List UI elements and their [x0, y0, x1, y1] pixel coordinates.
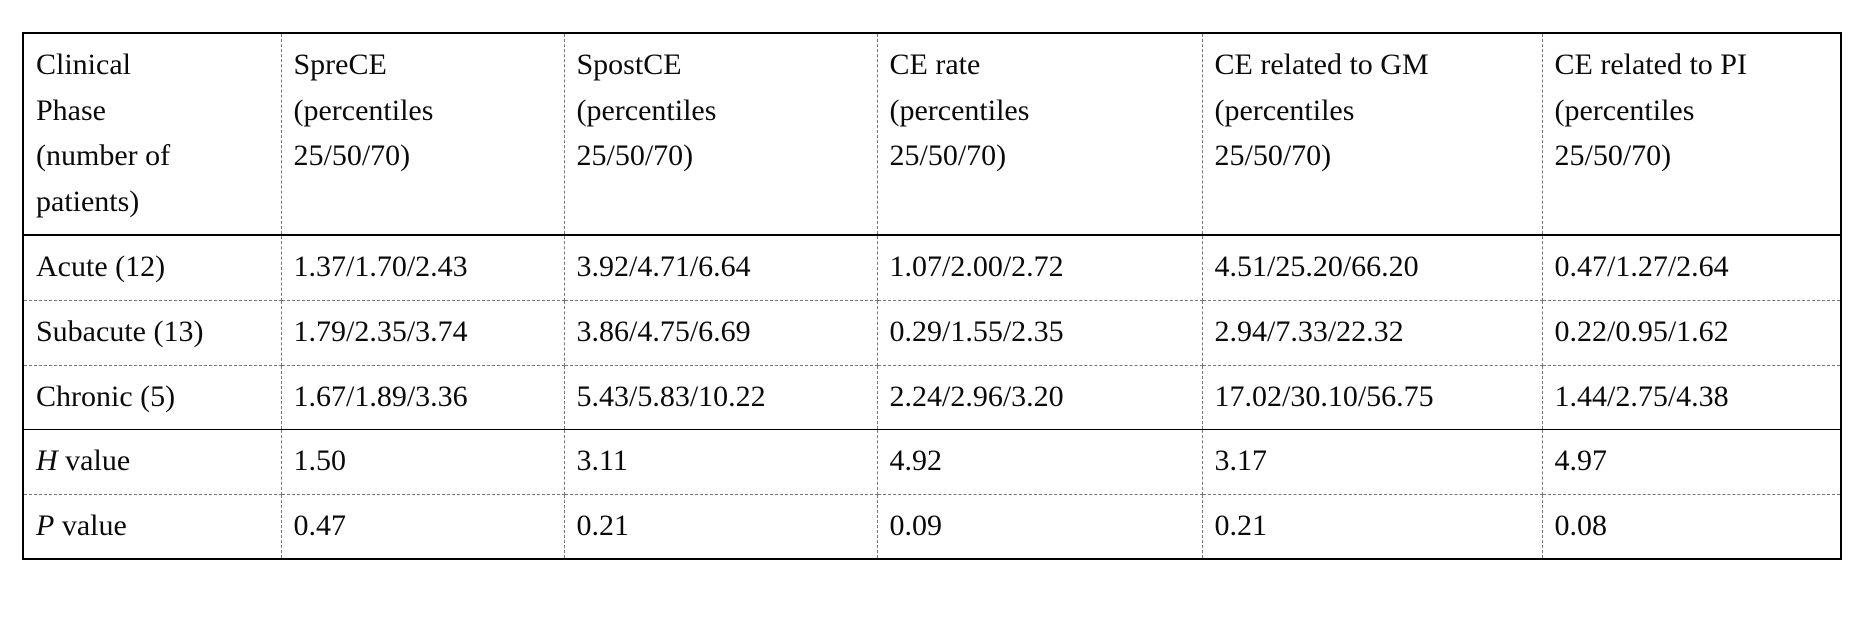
cell: 0.47	[281, 494, 564, 559]
cell: 1.79/2.35/3.74	[281, 300, 564, 365]
table-row	[23, 365, 1841, 430]
header-line: 25/50/70)	[1214, 139, 1332, 173]
cell: 3.92/4.71/6.64	[564, 235, 877, 300]
cell: 0.22/0.95/1.62	[1542, 300, 1841, 365]
header-line: SpostCE	[576, 48, 682, 81]
header-line: CE related to PI	[1554, 48, 1747, 81]
cell: 1.50	[281, 430, 564, 495]
row-label-text: Acute (12)	[36, 250, 166, 284]
cell: 0.47/1.27/2.64	[1542, 235, 1841, 300]
header-line: SpreCE	[293, 48, 387, 81]
cell: 0.08	[1542, 494, 1841, 559]
header-line: Phase	[36, 93, 106, 127]
cell: 0.21	[1202, 494, 1542, 559]
header-line: CE rate	[889, 48, 981, 81]
cell: 4.92	[877, 430, 1202, 495]
header-line: 25/50/70)	[1554, 139, 1672, 173]
row-label-text: value	[57, 444, 131, 478]
header-line: (percentiles	[1554, 93, 1695, 127]
table-row	[23, 300, 1841, 365]
cell: 2.94/7.33/22.32	[1202, 300, 1542, 365]
cell: 0.09	[877, 494, 1202, 559]
header-line: 25/50/70)	[293, 139, 411, 173]
cell: 0.29/1.55/2.35	[877, 300, 1202, 365]
header-line: 25/50/70)	[889, 139, 1007, 173]
cell: 1.67/1.89/3.36	[281, 365, 564, 430]
cell: 5.43/5.83/10.22	[564, 365, 877, 430]
header-line: (percentiles	[576, 93, 717, 127]
row-label-text: value	[54, 508, 127, 542]
header-line: 25/50/70)	[576, 139, 694, 173]
header-line: (number of	[36, 139, 171, 173]
row-label	[23, 300, 281, 365]
column-header-ce-related-pi	[1542, 33, 1841, 235]
column-header-spostce	[564, 33, 877, 235]
table-row	[23, 430, 1841, 495]
row-label	[23, 235, 281, 300]
cell: 3.11	[564, 430, 877, 495]
row-label-h-value	[23, 430, 281, 495]
header-line: CE related to GM	[1214, 48, 1429, 81]
column-header-ce-related-gm	[1202, 33, 1542, 235]
cell: 1.07/2.00/2.72	[877, 235, 1202, 300]
table-header-row	[23, 33, 1841, 235]
cell: 1.37/1.70/2.43	[281, 235, 564, 300]
column-header-clinical-phase	[23, 33, 281, 235]
table-row	[23, 235, 1841, 300]
row-label	[23, 365, 281, 430]
cell: 1.44/2.75/4.38	[1542, 365, 1841, 430]
cell: 3.86/4.75/6.69	[564, 300, 877, 365]
results-table	[22, 32, 1842, 560]
cell: 17.02/30.10/56.75	[1202, 365, 1542, 430]
header-line: (percentiles	[889, 93, 1030, 127]
statistic-symbol: H	[36, 444, 58, 478]
header-line: (percentiles	[1214, 93, 1355, 127]
cell: 4.51/25.20/66.20	[1202, 235, 1542, 300]
header-line: (percentiles	[293, 93, 434, 127]
cell: 3.17	[1202, 430, 1542, 495]
column-header-ce-rate	[877, 33, 1202, 235]
row-label-text: Chronic (5)	[36, 379, 176, 413]
row-label-p-value	[23, 494, 281, 559]
cell: 0.21	[564, 494, 877, 559]
header-line: patients)	[36, 184, 140, 218]
table-row	[23, 494, 1841, 559]
cell: 2.24/2.96/3.20	[877, 365, 1202, 430]
row-label-text: Subacute (13)	[36, 314, 204, 348]
column-header-sprece	[281, 33, 564, 235]
header-line: Clinical	[36, 48, 131, 81]
cell: 4.97	[1542, 430, 1841, 495]
statistic-symbol: P	[36, 508, 55, 542]
